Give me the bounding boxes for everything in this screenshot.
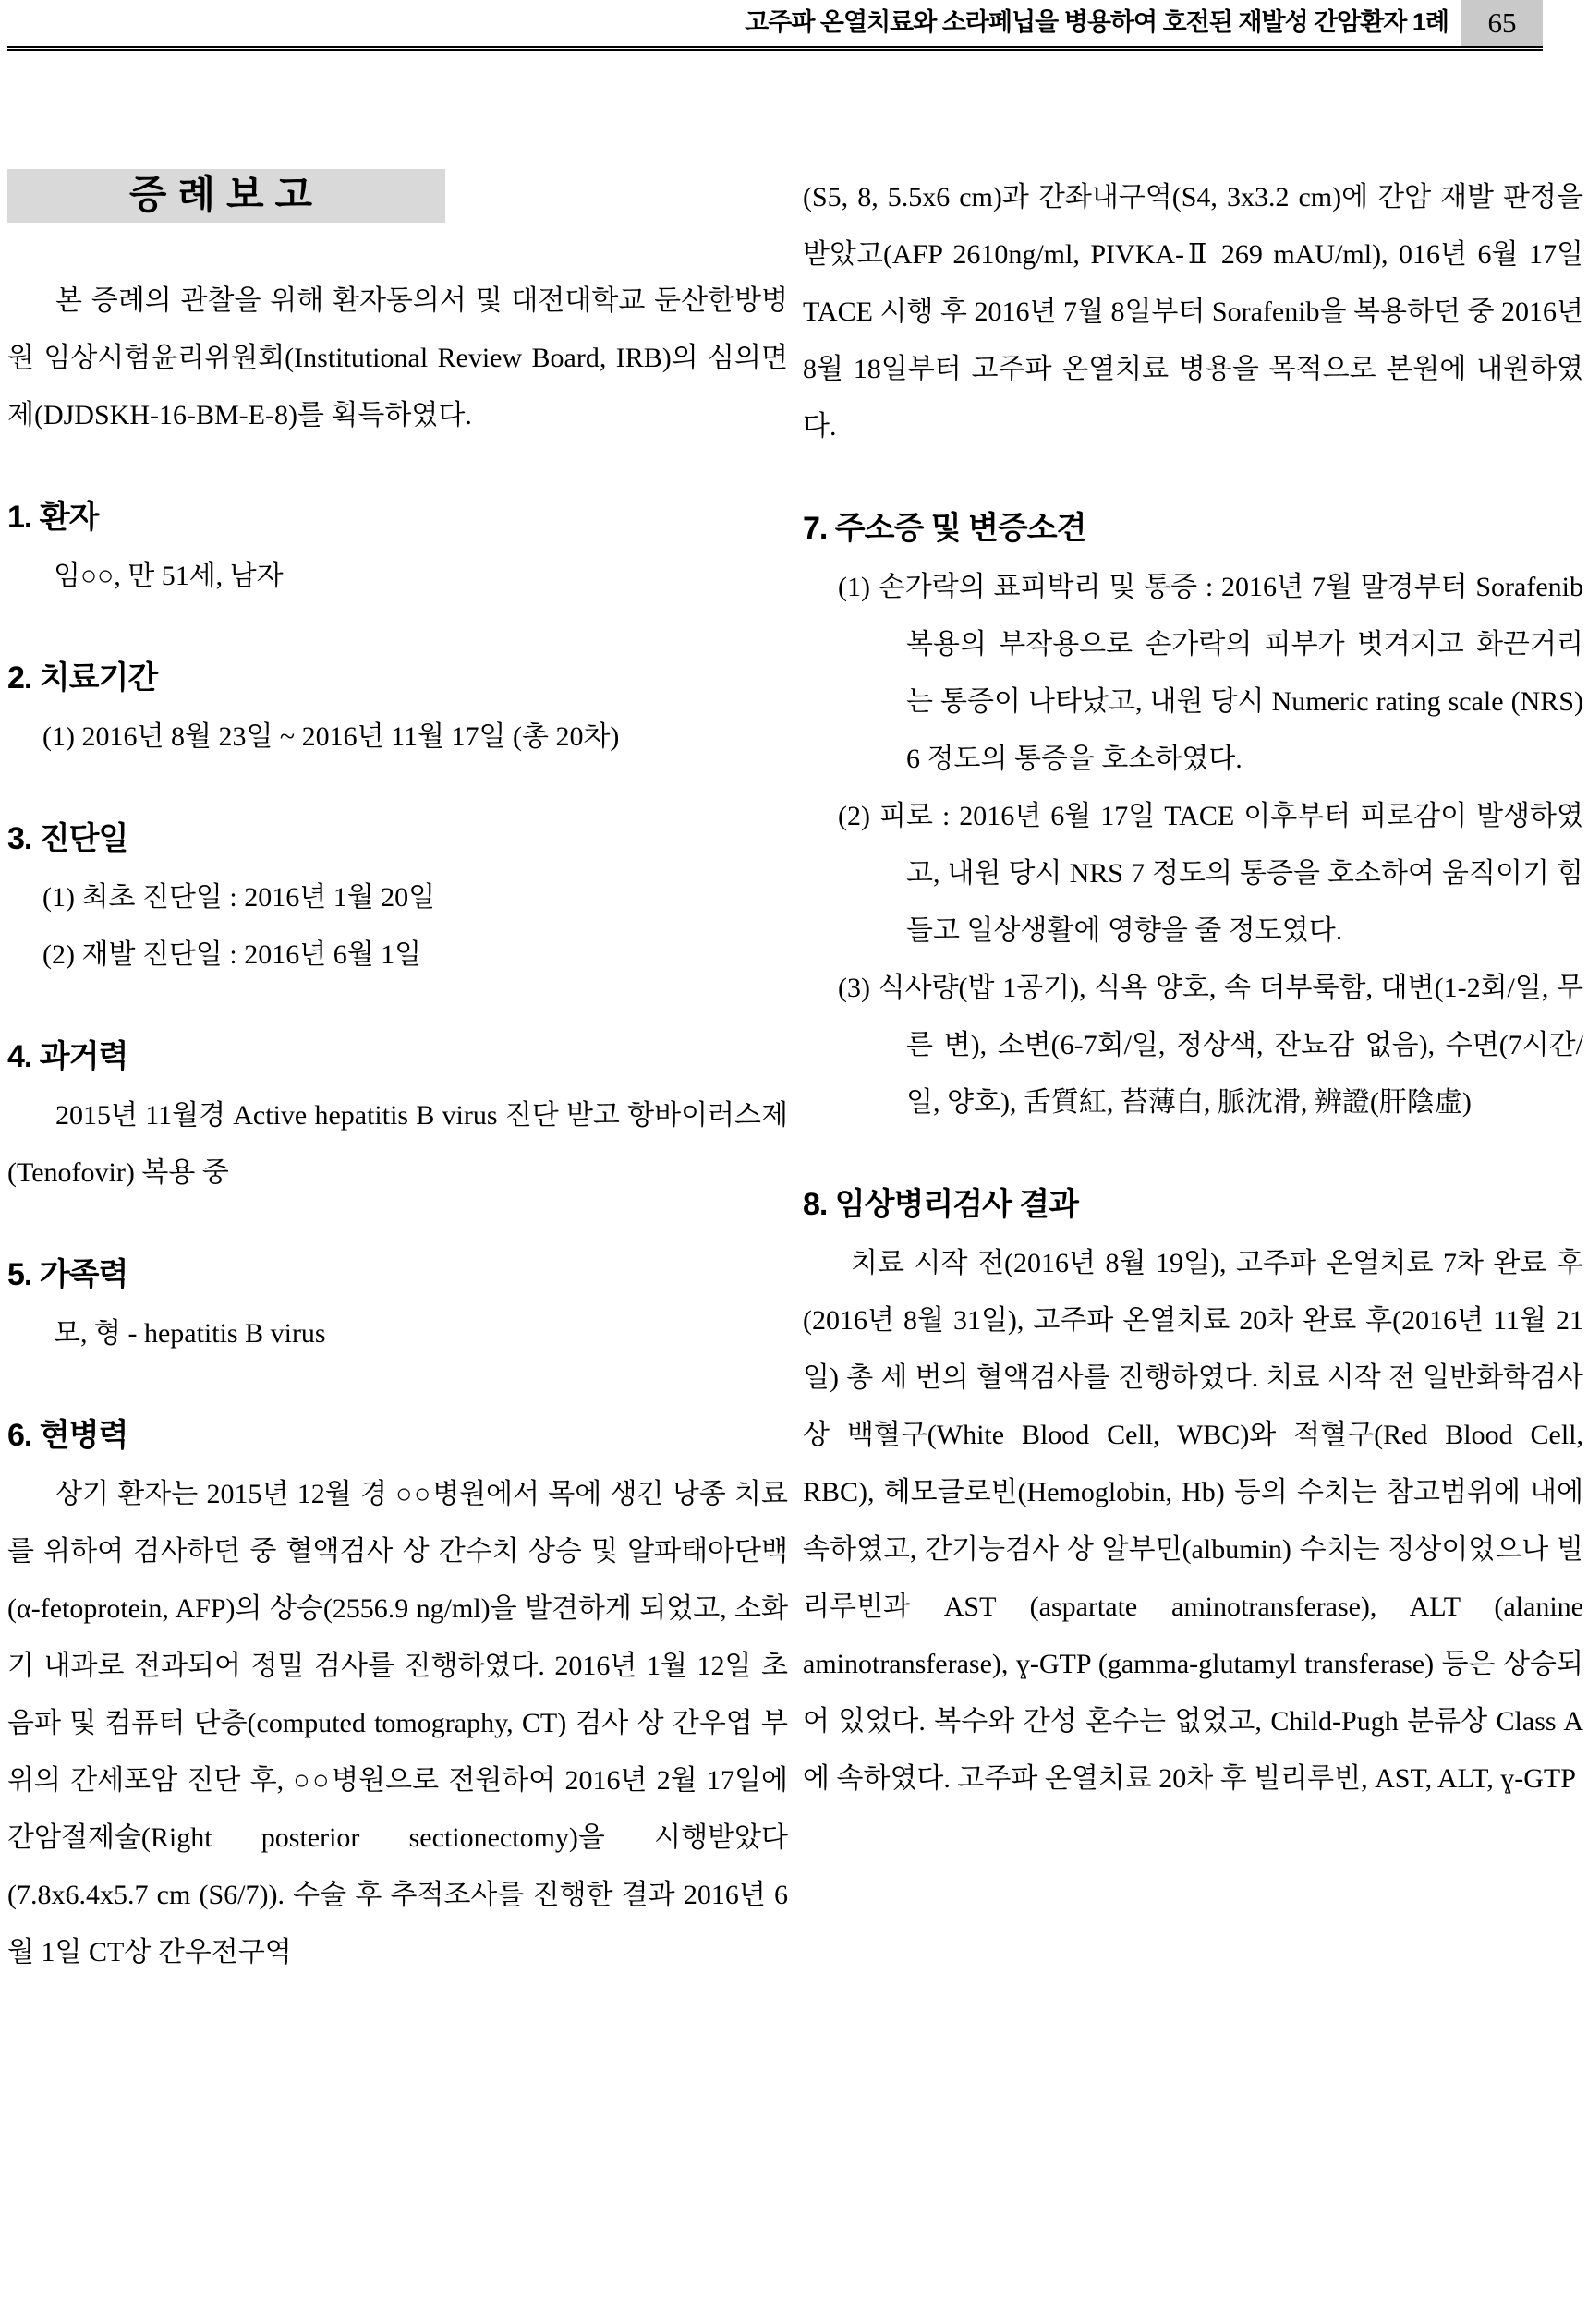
present-illness-continuation: (S5, 8, 5.5x6 cm)과 간좌내구역(S4, 3x3.2 cm)에 간암 재발 판정을 받았고(AFP 2610ng/ml, PIVKA-Ⅱ 269 mAU/ml), 016년 6월 17일 TACE 시행 후 2016년 7월 8일부터 Sorafenib을 복용하던 중 2016년 8월 18일부터 고주파 온열치료 병용을 목적으로 본원에 내원하였다.: [803, 182, 1583, 442]
running-head-title: 고주파 온열치료와 소라페닙을 병용하여 호전된 재발성 간암환자 1례: [745, 8, 1449, 36]
header-rule: [7, 46, 1543, 51]
section-heading-diagnosis-date: 3. 진단일: [7, 821, 128, 856]
irb-paragraph: 본 증례의 관찰을 위해 환자동의서 및 대전대학교 둔산한방병원 임상시험윤리위원회(Institutional Review Board, IRB)의 심의면제(DJDSKH-16-BM-E-8)를 획득하였다.: [7, 285, 788, 430]
section-heading-family-history: 5. 가족력: [7, 1257, 128, 1292]
section-heading-lab-results: 8. 임상병리검사 결과: [803, 1187, 1078, 1222]
section-heading-treatment-period: 2. 치료기간: [7, 660, 158, 696]
page-number-badge: 65: [1461, 0, 1543, 46]
past-history-paragraph: 2015년 11월경 Active hepatitis B virus 진단 받고 항바이러스제(Tenofovir) 복용 중: [7, 1100, 788, 1188]
two-column-body: [7, 169, 1583, 1981]
chief-complaint-item-1: (1) 손가락의 표피박리 및 통증 : 2016년 7월 말경부터 Sorafenib 복용의 부작용으로 손가락의 피부가 벗겨지고 화끈거리는 통증이 나타났고, 내원 당시 Numeric rating scale (NRS) 6 정도의 통증을 호소하였다.: [838, 572, 1583, 774]
patient-info: 임○○, 만 51세, 남자: [54, 561, 284, 591]
diagnosis-date-item-2: (2) 재발 진단일 : 2016년 6월 1일: [42, 939, 422, 970]
present-illness-paragraph: 상기 환자는 2015년 12월 경 ○○병원에서 목에 생긴 낭종 치료를 위하여 검사하던 중 혈액검사 상 간수치 상승 및 알파태아단백(α-fetoprotein, AFP)의 상승(2556.9 ng/ml)을 발견하게 되었고, 소화기 내과로 전과되어 정밀 검사를 진행하였다. 2016년 1월 12일 초음파 및 컴퓨터 단층(computed tomography, CT) 검사 상 간우엽 부위의 간세포암 진단 후, ○○병원으로 전원하여 2016년 2월 17일에 간암절제술(Right posterior sectionectomy)을 시행받았다(7.8x6.4x5.7 cm (S6/7)). 수술 후 추적조사를 진행한 결과 2016년 6월 1일 CT상 간우전구역: [7, 1479, 788, 1967]
section-heading-patient: 1. 환자: [7, 500, 99, 535]
diagnosis-date-item-1: (1) 최초 진단일 : 2016년 1월 20일: [42, 882, 436, 913]
right-column: [803, 169, 1583, 1981]
chief-complaint-item-3: (3) 식사량(밥 1공기), 식욕 양호, 속 더부룩함, 대변(1-2회/일, 무른 변), 소변(6-7회/일, 정상색, 잔뇨감 없음), 수면(7시간/일, 양호), 舌質紅, 苔薄白, 脈沈滑, 辨證(肝陰虛): [838, 973, 1583, 1118]
page-header: [7, 0, 1543, 46]
treatment-period-item: (1) 2016년 8월 23일 ~ 2016년 11월 17일 (총 20차): [42, 721, 620, 752]
lab-results-paragraph: 치료 시작 전(2016년 8월 19일), 고주파 온열치료 7차 완료 후(2016년 8월 31일), 고주파 온열치료 20차 완료 후(2016년 11월 21일) 총 세 번의 혈액검사를 진행하였다. 치료 시작 전 일반화학검사 상 백혈구(White Blood Cell, WBC)와 적혈구(Red Blood Cell, RBC), 헤모글로빈(Hemoglobin, Hb) 등의 수치는 참고범위에 내에 속하였고, 간기능검사 상 알부민(albumin) 수치는 정상이었으나 빌리루빈과 AST (aspartate aminotransferase), ALT (alanine aminotransferase), ɣ-GTP (gamma-glutamyl transferase) 등은 상승되어 있었다. 복수와 간성 혼수는 없었고, Child-Pugh 분류상 Class A에 속하였다. 고주파 온열치료 20차 후 빌리루빈, AST, ALT, ɣ-GTP: [803, 1248, 1583, 1794]
section-heading-past-history: 4. 과거력: [7, 1039, 128, 1074]
section-heading-present-illness: 6. 현병력: [7, 1418, 128, 1453]
section-heading-chief-complaint: 7. 주소증 및 변증소견: [803, 511, 1086, 546]
family-history-info: 모, 형 - hepatitis B virus: [54, 1318, 326, 1349]
chief-complaint-item-2: (2) 피로 : 2016년 6월 17일 TACE 이후부터 피로감이 발생하였고, 내원 당시 NRS 7 정도의 통증을 호소하여 움직이기 힘들고 일상생활에 영향을 줄 정도였다.: [838, 801, 1583, 946]
left-column: [7, 169, 788, 1981]
case-report-banner: 증례보고: [7, 169, 445, 223]
